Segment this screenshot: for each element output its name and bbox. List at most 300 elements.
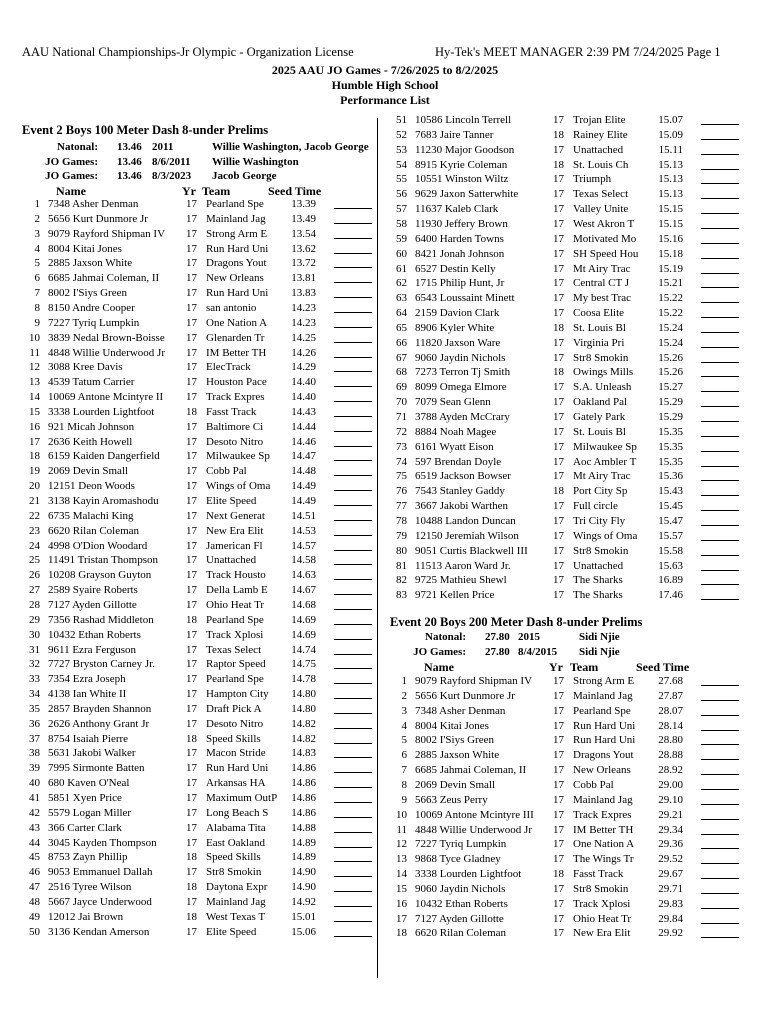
record-holder: Jacob George xyxy=(212,170,277,182)
record-label: Natonal: xyxy=(425,631,466,643)
entry-row xyxy=(393,719,753,734)
entry-name: 2589 Syaire Roberts xyxy=(48,584,138,597)
finish-time-blank xyxy=(701,599,739,600)
entry-team: Dragons Yout xyxy=(206,257,267,270)
entry-seed-time: 29.10 xyxy=(658,793,683,806)
entry-rank: 5 xyxy=(401,734,407,747)
finish-time-blank xyxy=(701,789,739,790)
entry-row xyxy=(26,836,386,851)
entry-rank: 68 xyxy=(396,366,407,379)
entry-team: Owings Mills xyxy=(573,366,634,379)
entry-seed-time: 14.69 xyxy=(291,628,316,641)
entry-year: 17 xyxy=(186,688,197,701)
entry-seed-time: 14.68 xyxy=(291,598,316,611)
entry-team: Wings of Oma xyxy=(206,480,271,493)
finish-time-blank xyxy=(334,416,372,417)
finish-time-blank xyxy=(334,267,372,268)
entry-rank: 77 xyxy=(396,500,407,513)
entry-row xyxy=(393,793,753,808)
entry-rank: 28 xyxy=(29,598,40,611)
entry-team: Elite Speed xyxy=(206,495,257,507)
entry-year: 17 xyxy=(553,589,564,602)
entry-team: Ohio Heat Tr xyxy=(573,912,632,925)
entry-rank: 78 xyxy=(396,514,407,527)
finish-time-blank xyxy=(701,570,739,571)
entry-rank: 83 xyxy=(396,589,407,602)
entry-year: 18 xyxy=(553,128,564,141)
finish-time-blank xyxy=(701,169,739,170)
entry-seed-time: 14.44 xyxy=(291,420,316,433)
meet-title: 2025 AAU JO Games - 7/26/2025 to 8/2/2025 xyxy=(271,63,499,77)
entry-team: Long Beach S xyxy=(206,806,269,819)
entry-rank: 11 xyxy=(29,346,40,359)
entry-year: 17 xyxy=(186,895,197,908)
entry-seed-time: 29.92 xyxy=(658,927,683,940)
finish-time-blank xyxy=(701,317,739,318)
finish-time-blank xyxy=(701,139,739,140)
entry-seed-time: 14.47 xyxy=(291,450,316,463)
finish-time-blank xyxy=(334,906,372,907)
entry-year: 17 xyxy=(186,866,197,879)
col-team: Team xyxy=(570,660,599,674)
finish-time-blank xyxy=(334,401,372,402)
entry-rank: 32 xyxy=(29,658,40,671)
entry-name: 5631 Jakobi Walker xyxy=(48,747,136,760)
entry-name: 10488 Landon Duncan xyxy=(415,514,516,527)
finish-time-blank xyxy=(701,362,739,363)
entry-name: 9060 Jaydin Nichols xyxy=(415,351,506,364)
entry-seed-time: 15.15 xyxy=(658,217,683,230)
entry-rank: 7 xyxy=(401,764,407,777)
entry-name: 6735 Malachi King xyxy=(48,509,134,522)
entry-name: 10432 Ethan Roberts xyxy=(415,897,508,910)
entry-team: Hampton City xyxy=(206,688,269,701)
record-label: JO Games: xyxy=(45,155,98,168)
entry-row xyxy=(393,926,753,941)
entry-rank: 31 xyxy=(29,643,40,656)
entry-rank: 57 xyxy=(396,203,407,216)
entry-row xyxy=(26,910,386,925)
entry-name: 9611 Ezra Ferguson xyxy=(48,643,136,656)
entry-rank: 53 xyxy=(396,143,407,156)
entry-year: 17 xyxy=(553,292,564,305)
entry-year: 17 xyxy=(553,544,564,557)
entry-team: Track Xplosi xyxy=(206,628,264,641)
entry-year: 17 xyxy=(553,307,564,320)
entry-year: 17 xyxy=(186,628,197,641)
entry-seed-time: 16.89 xyxy=(658,574,683,587)
entry-seed-time: 29.71 xyxy=(658,882,683,895)
entry-year: 17 xyxy=(186,821,197,834)
entry-seed-time: 29.67 xyxy=(658,868,683,881)
entry-row xyxy=(26,509,386,524)
entry-team: Unattached xyxy=(206,554,257,567)
finish-time-blank xyxy=(334,238,372,239)
entry-row xyxy=(393,410,753,425)
entry-team: Pearland Spe xyxy=(573,704,631,717)
entry-seed-time: 15.45 xyxy=(658,500,683,513)
entry-rank: 2 xyxy=(34,212,40,225)
col-team: Team xyxy=(202,184,231,198)
entry-year: 17 xyxy=(186,450,197,463)
entry-team: Track Housto xyxy=(206,569,266,582)
entry-team: Rainey Elite xyxy=(573,128,628,141)
entry-name: 9079 Rayford Shipman IV xyxy=(415,675,533,687)
entry-seed-time: 14.86 xyxy=(291,792,316,804)
entry-seed-time: 15.24 xyxy=(658,336,683,349)
entry-year: 17 xyxy=(553,381,564,394)
entry-row xyxy=(393,440,753,455)
finish-time-blank xyxy=(334,357,372,358)
entry-rank: 79 xyxy=(396,529,407,542)
entry-name: 3839 Nedal Brown-Boisse xyxy=(48,331,165,344)
entry-team: Run Hard Uni xyxy=(573,734,636,747)
entry-team: Macon Stride xyxy=(206,747,266,760)
entry-seed-time: 14.78 xyxy=(291,673,316,686)
entry-rank: 71 xyxy=(396,411,407,423)
entry-row xyxy=(26,776,386,791)
entry-name: 8004 Kitai Jones xyxy=(48,242,122,255)
entry-name: 9629 Jaxon Satterwhite xyxy=(415,188,519,201)
entry-row xyxy=(26,806,386,821)
entry-rank: 29 xyxy=(29,613,40,626)
entry-team: New Era Elit xyxy=(573,927,631,940)
entry-name: 3338 Lourden Lightfoot xyxy=(415,868,522,881)
entry-seed-time: 14.90 xyxy=(291,881,316,894)
entry-year: 17 xyxy=(186,361,197,374)
finish-time-blank xyxy=(701,436,739,437)
entry-year: 17 xyxy=(553,764,564,777)
entry-year: 17 xyxy=(553,897,564,910)
entry-seed-time: 14.82 xyxy=(291,732,316,745)
entry-row xyxy=(393,143,753,158)
entry-team: Track Expres xyxy=(206,391,265,404)
entry-row xyxy=(26,850,386,865)
entry-row xyxy=(393,425,753,440)
finish-time-blank xyxy=(701,302,739,303)
entry-rank: 17 xyxy=(396,912,407,925)
entry-row xyxy=(393,484,753,499)
entry-name: 8421 Jonah Johnson xyxy=(415,247,505,260)
entry-row xyxy=(26,821,386,836)
entry-row xyxy=(26,197,386,212)
finish-time-blank xyxy=(334,535,372,536)
entry-row xyxy=(26,405,386,420)
entry-name: 8884 Noah Magee xyxy=(415,425,497,438)
entry-rank: 2 xyxy=(401,689,407,702)
entry-team: Virginia Pri xyxy=(573,336,625,349)
entry-name: 11930 Jeffery Brown xyxy=(415,217,508,230)
entry-row xyxy=(26,687,386,702)
entry-row xyxy=(393,912,753,927)
entry-team: The Sharks xyxy=(573,574,623,587)
entry-seed-time: 14.92 xyxy=(291,895,316,908)
entry-row xyxy=(393,380,753,395)
entry-name: 9725 Mathieu Shewl xyxy=(415,574,507,587)
entry-year: 17 xyxy=(553,574,564,587)
entry-rank: 46 xyxy=(29,866,40,879)
entry-rank: 81 xyxy=(396,559,407,572)
entry-team: Dragons Yout xyxy=(573,749,634,762)
finish-time-blank xyxy=(334,550,372,551)
record-label: Natonal: xyxy=(57,141,98,153)
entry-team: Tri City Fly xyxy=(573,514,626,527)
entry-rank: 4 xyxy=(401,719,407,732)
entry-year: 18 xyxy=(553,868,564,881)
entry-team: Mainland Jag xyxy=(573,689,633,702)
entry-name: 6685 Jahmai Coleman, II xyxy=(48,272,160,285)
entry-row xyxy=(393,351,753,366)
finish-time-blank xyxy=(701,273,739,274)
entry-year: 18 xyxy=(553,366,564,379)
entry-year: 17 xyxy=(186,584,197,597)
entry-rank: 25 xyxy=(29,554,40,567)
entry-row xyxy=(26,390,386,405)
entry-row xyxy=(26,717,386,732)
entry-name: 11230 Major Goodson xyxy=(415,143,515,156)
entry-team: Milwaukee Sp xyxy=(573,440,637,453)
entry-seed-time: 14.86 xyxy=(291,777,316,790)
entry-team: san antonio xyxy=(206,301,257,314)
finish-time-blank xyxy=(701,893,739,894)
finish-time-blank xyxy=(334,446,372,447)
entry-name: 366 Carter Clark xyxy=(48,821,122,834)
finish-time-blank xyxy=(334,282,372,283)
entry-year: 17 xyxy=(553,455,564,468)
entry-rank: 1 xyxy=(34,198,40,210)
entry-seed-time: 14.89 xyxy=(291,836,316,849)
entry-rank: 55 xyxy=(396,173,407,186)
entry-seed-time: 29.84 xyxy=(658,912,683,925)
finish-time-blank xyxy=(701,480,739,481)
entry-row xyxy=(26,256,386,271)
finish-time-blank xyxy=(701,332,739,333)
entry-name: 7079 Sean Glenn xyxy=(415,396,491,409)
finish-time-blank xyxy=(334,371,372,372)
entry-rank: 9 xyxy=(34,316,40,329)
entry-name: 7227 Tyriq Lumpkin xyxy=(415,838,507,851)
finish-time-blank xyxy=(701,495,739,496)
entry-name: 4848 Willie Underwood Jr xyxy=(48,346,165,359)
finish-time-blank xyxy=(334,772,372,773)
entry-name: 10432 Ethan Roberts xyxy=(48,628,141,641)
entry-team: Pearland Spe xyxy=(206,673,264,686)
entry-year: 17 xyxy=(186,524,197,537)
entry-year: 18 xyxy=(186,881,197,894)
finish-time-blank xyxy=(701,878,739,879)
entry-team: Triumph xyxy=(573,173,612,186)
finish-time-blank xyxy=(701,466,739,467)
entry-team: Della Lamb E xyxy=(206,584,268,597)
entry-name: 6527 Destin Kelly xyxy=(415,262,496,275)
entry-team: Str8 Smokin xyxy=(573,544,629,557)
entry-year: 17 xyxy=(553,173,564,186)
entry-name: 2516 Tyree Wilson xyxy=(48,881,132,894)
finish-time-blank xyxy=(701,243,739,244)
entry-rank: 54 xyxy=(396,158,407,171)
entry-year: 17 xyxy=(186,643,197,656)
finish-time-blank xyxy=(701,421,739,422)
entry-year: 17 xyxy=(186,777,197,790)
entry-seed-time: 14.23 xyxy=(291,316,316,329)
entry-year: 17 xyxy=(186,198,197,210)
entry-team: Desoto Nitro xyxy=(206,717,264,730)
entry-seed-time: 13.62 xyxy=(291,242,316,255)
finish-time-blank xyxy=(334,490,372,491)
entry-rank: 47 xyxy=(29,881,40,894)
entry-name: 3788 Ayden McCrary xyxy=(415,411,510,423)
entry-row xyxy=(26,271,386,286)
entry-row xyxy=(393,689,753,704)
entry-seed-time: 14.25 xyxy=(291,331,316,344)
record-time: 13.46 xyxy=(117,155,142,168)
entry-team: St. Louis Bl xyxy=(573,425,626,438)
finish-time-blank xyxy=(701,700,739,701)
entry-rank: 52 xyxy=(396,128,407,141)
entry-year: 18 xyxy=(186,910,197,923)
entry-team: Raptor Speed xyxy=(206,658,266,671)
entry-rank: 63 xyxy=(396,292,407,305)
entry-rank: 4 xyxy=(34,242,40,255)
entry-row xyxy=(393,291,753,306)
entry-rank: 8 xyxy=(34,301,40,314)
entry-row xyxy=(26,212,386,227)
entry-row xyxy=(26,435,386,450)
entry-row xyxy=(393,187,753,202)
entry-rank: 70 xyxy=(396,396,407,409)
entry-year: 17 xyxy=(186,658,197,671)
entry-year: 17 xyxy=(186,836,197,849)
entry-team: West Akron T xyxy=(573,217,635,230)
entry-seed-time: 29.21 xyxy=(658,808,683,821)
entry-year: 17 xyxy=(553,838,564,851)
entry-name: 2069 Devin Small xyxy=(415,778,496,791)
entry-year: 17 xyxy=(553,411,564,423)
entry-row xyxy=(393,897,753,912)
finish-time-blank xyxy=(701,759,739,760)
entry-year: 17 xyxy=(186,598,197,611)
entry-seed-time: 14.53 xyxy=(291,524,316,537)
entry-year: 17 xyxy=(186,495,197,507)
finish-time-blank xyxy=(701,198,739,199)
finish-time-blank xyxy=(334,431,372,432)
entry-seed-time: 14.46 xyxy=(291,435,316,448)
entry-year: 17 xyxy=(186,257,197,270)
entry-rank: 64 xyxy=(396,307,407,320)
entry-rank: 45 xyxy=(29,851,40,864)
entry-name: 8754 Isaiah Pierre xyxy=(48,732,129,745)
entry-team: Cobb Pal xyxy=(573,778,614,791)
entry-row xyxy=(26,331,386,346)
entry-name: 8915 Kyrie Coleman xyxy=(415,158,508,171)
page-header-left: AAU National Championships-Jr Olympic - Organization License xyxy=(22,45,354,59)
entry-rank: 38 xyxy=(29,747,40,760)
entry-name: 7227 Tyriq Lumpkin xyxy=(48,316,140,329)
entry-team: Valley Unite xyxy=(573,203,629,216)
entry-name: 6161 Wyatt Eison xyxy=(415,440,494,453)
entry-year: 17 xyxy=(186,376,197,389)
record-date: 8/6/2011 xyxy=(152,155,191,168)
entry-seed-time: 15.58 xyxy=(658,544,683,557)
entry-team: Fasst Track xyxy=(573,868,624,881)
entry-rank: 72 xyxy=(396,425,407,438)
entry-seed-time: 29.34 xyxy=(658,823,683,836)
entry-year: 17 xyxy=(186,287,197,300)
finish-time-blank xyxy=(701,863,739,864)
entry-name: 9868 Tyce Gladney xyxy=(415,853,501,866)
entry-name: 9051 Curtis Blackwell III xyxy=(415,544,528,557)
entry-year: 18 xyxy=(553,485,564,498)
entry-team: Run Hard Uni xyxy=(206,287,269,300)
entry-seed-time: 14.74 xyxy=(291,643,316,656)
entry-name: 12012 Jai Brown xyxy=(48,910,124,923)
entry-row xyxy=(393,852,753,867)
entry-name: 5663 Zeus Perry xyxy=(415,793,488,806)
entry-year: 17 xyxy=(553,336,564,349)
entry-row xyxy=(393,247,753,262)
entry-name: 5656 Kurt Dunmore Jr xyxy=(415,689,515,702)
entry-team: New Orleans xyxy=(206,272,264,285)
finish-time-blank xyxy=(334,520,372,521)
record-holder: Willie Washington, Jacob George xyxy=(212,141,369,153)
entry-row xyxy=(393,544,753,559)
record-line xyxy=(0,646,770,660)
event-2-title: Event 2 Boys 100 Meter Dash 8-under Prelims xyxy=(22,123,269,137)
entry-row xyxy=(393,823,753,838)
entry-row xyxy=(393,262,753,277)
entry-seed-time: 15.36 xyxy=(658,470,683,483)
entry-row xyxy=(393,321,753,336)
entry-name: 11820 Jaxson Ware xyxy=(415,336,501,349)
entry-rank: 23 xyxy=(29,524,40,537)
entry-name: 6620 Rilan Coleman xyxy=(415,927,507,940)
entry-team: Str8 Smokin xyxy=(573,351,629,364)
entry-rank: 16 xyxy=(396,897,407,910)
entry-seed-time: 15.13 xyxy=(658,188,683,201)
entry-row xyxy=(393,395,753,410)
entry-rank: 62 xyxy=(396,277,407,290)
entry-rank: 26 xyxy=(29,569,40,582)
entry-seed-time: 15.13 xyxy=(658,173,683,186)
entry-seed-time: 15.15 xyxy=(658,203,683,216)
entry-seed-time: 15.57 xyxy=(658,529,683,542)
finish-time-blank xyxy=(701,525,739,526)
finish-time-blank xyxy=(701,376,739,377)
entry-seed-time: 28.14 xyxy=(658,719,683,732)
entry-rank: 14 xyxy=(396,868,407,881)
entry-seed-time: 14.51 xyxy=(291,509,316,522)
entry-team: Full circle xyxy=(573,500,618,513)
record-holder: Sidi Njie xyxy=(579,645,620,658)
entry-name: 7273 Terron Tj Smith xyxy=(415,366,511,379)
entry-year: 17 xyxy=(553,927,564,940)
entry-name: 3088 Kree Davis xyxy=(48,361,123,374)
entry-seed-time: 15.63 xyxy=(658,559,683,572)
entry-team: Oakland Pal xyxy=(573,396,628,409)
entry-name: 2636 Keith Howell xyxy=(48,435,133,448)
entry-team: Mainland Jag xyxy=(573,793,633,806)
finish-time-blank xyxy=(334,594,372,595)
finish-time-blank xyxy=(334,564,372,565)
finish-time-blank xyxy=(334,787,372,788)
entry-rank: 74 xyxy=(396,455,407,468)
entry-team: Str8 Smokin xyxy=(206,866,262,879)
entry-name: 3138 Kayin Aromashodu xyxy=(48,495,159,507)
entry-row xyxy=(393,808,753,823)
entry-team: Desoto Nitro xyxy=(206,435,264,448)
entry-name: 7127 Ayden Gillotte xyxy=(415,912,504,925)
entry-year: 18 xyxy=(186,405,197,418)
